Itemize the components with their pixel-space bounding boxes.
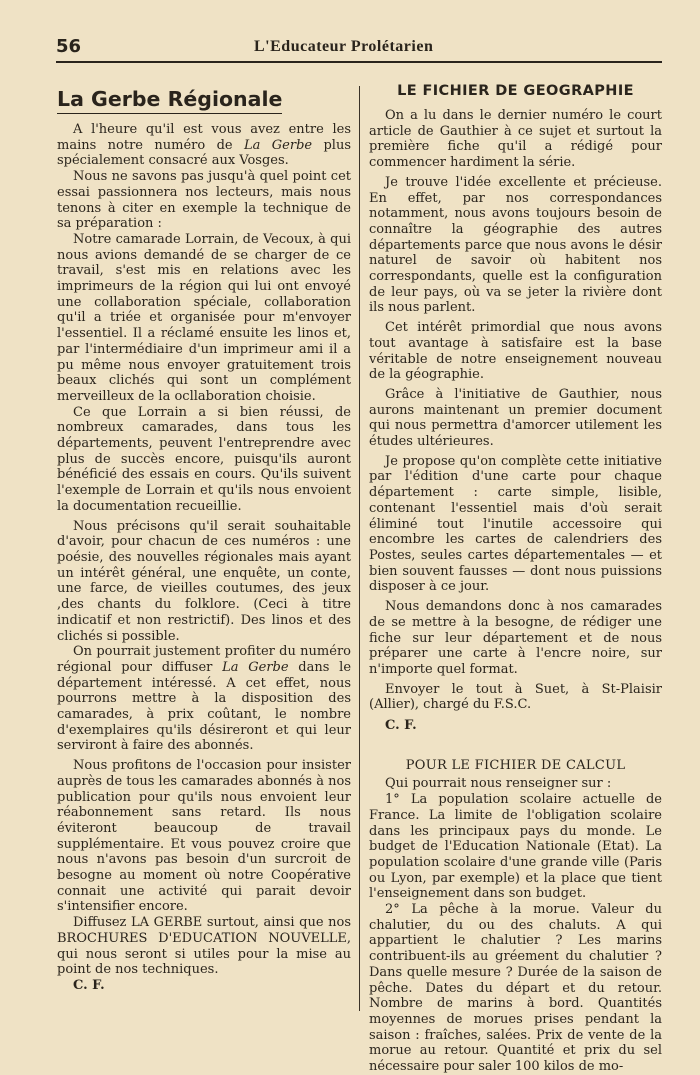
running-title: L'Educateur Prolétarien — [254, 38, 434, 55]
paragraph: Nous profitons de l'occasion pour insister auprès de tous les camarades abonnés à nos publication pour qu'ils nous envoient leur réabonnement sans retard. Ils nous éviteront beaucoup de travail supplémentaire. Et vous pouvez croire que nous n'avons pas besoin d'un surcroit de besogne au moment où notre Coopérative connait une activité qui parait devoir s'intensifier encore. — [57, 758, 351, 915]
paragraph: 2° La pêche à la morue. Valeur du chalutier, du ou des chaluts. A qui appartient le chalutier ? Les marins contribuent-ils au gréement du chalutier ? Dans quelle mesure ? Durée de la saison de pêche. Dates du départ et du retour. Nombre de marins à bord. Quantités moyennes de morues prises pendant la saison : fraîches, salées. Prix de vente de la morue au retour. Quantité et prix du sel nécessaire pour saler 100 kilos de mo- — [369, 902, 662, 1075]
paragraph: Qui pourrait nous renseigner sur : — [385, 776, 612, 792]
paragraph: Nous ne savons pas jusqu'à quel point cet essai passionnera nos lecteurs, mais nous tenons à citer en exemple la technique de sa préparation : — [57, 169, 351, 232]
column-divider — [359, 86, 360, 1011]
article-title-calcul: POUR LE FICHIER DE CALCUL — [405, 757, 626, 773]
signature: C. F. — [73, 977, 105, 993]
paragraph: Je trouve l'idée excellente et précieuse. En effet, par nos correspondances notamment, nous avons toujours besoin de connaître la géographie des autres départements parce que nous avons le désir naturel de savoir où habitent nos correspondants, quelle est la configuration de leur pays, où va se jeter la rivière dont ils nous parlent. — [369, 174, 662, 316]
page-header — [56, 36, 662, 62]
paragraph: On pourrait justement profiter du numéro régional pour diffuser La Gerbe dans le département intéressé. A cet effet, nous pourrons mettre à la disposition des camarades, à prix coûtant, le nombre d'exemplaires qu'ils désireront et qui leur serviront à faire des abonnés. — [57, 644, 352, 754]
paragraph: Je propose qu'on complète cette initiative par l'édition d'une carte pour chaque département : carte simple, lisible, contenant l'essentiel mais d'où serait éliminé tout l'inutile accessoire qui encombre les cartes de calendriers des Postes, seules cartes départementales — et bien souvent fausses — dont nous puissions disposer à ce jour. — [369, 453, 662, 595]
article-title-geographie: LE FICHIER DE GEOGRAPHIE — [397, 83, 634, 99]
left-column — [57, 86, 351, 994]
paragraph: 1° La population scolaire actuelle de France. La limite de l'obligation scolaire dans les principaux pays du monde. Le budget de l'Education Nationale (Etat). La population scolaire d'une grande ville (Paris ou Lyon, par exemple) et la place que tient l'enseignement dans son budget. — [369, 792, 662, 902]
paragraph: On a lu dans le dernier numéro le court article de Gauthier à ce sujet et surtout la première fiche qu'il a rédigé pour commencer hardiment la série. — [369, 108, 662, 171]
paragraph: Diffusez LA GERBE surtout, ainsi que nos BROCHURES D'EDUCATION NOUVELLE, qui nous seront si utiles pour la mise au point de nos techniques. — [57, 915, 351, 978]
right-column — [369, 82, 662, 1075]
paragraph: Nous précisons qu'il serait souhaitable d'avoir, pour chacun de ces numéros : une poésie, des nouvelles régionales mais ayant un intérêt général, une enquête, un conte, une farce, de vieilles coutumes, des jeux ,des chants du folklore. (Ceci à titre indicatif et non restrictif). Des linos et des clichés si possible. — [57, 518, 351, 644]
paragraph: Grâce à l'initiative de Gauthier, nous aurons maintenant un premier document qui nous permettra d'amorcer utilement les études ultérieures. — [369, 386, 662, 450]
paragraph: Cet intérêt primordial que nous avons tout avantage à satisfaire est la base véritable de notre enseignement nouveau de la géographie. — [369, 320, 662, 383]
article-title-gerbe: La Gerbe Régionale — [57, 86, 282, 114]
paragraph: A l'heure qu'il est vous avez entre les mains notre numéro de La Gerbe plus spécialement consacré aux Vosges. — [57, 122, 352, 169]
signature: C. F. — [385, 718, 417, 734]
paragraph: Ce que Lorrain a si bien réussi, de nombreux camarades, dans tous les départements, peuvent l'entreprendre avec plus de succès encore, puisqu'ils auront bénéficié des essais en cours. Qu'ils suivent l'exemple de Lorrain et qu'ils nous envoient la documentation recueillie. — [57, 404, 351, 514]
page-number: 56 — [56, 36, 82, 57]
paragraph: Nous demandons donc à nos camarades de se mettre à la besogne, de rédiger une fiche sur leur département et de nous préparer une carte à l'encre noire, sur n'importe quel format. — [369, 599, 662, 677]
header-rule — [56, 61, 662, 63]
calc-article — [369, 758, 662, 1075]
paragraph: Envoyer le tout à Suet, à St-Plaisir (Allier), chargé du F.S.C. — [369, 681, 662, 713]
paragraph: Notre camarade Lorrain, de Vecoux, à qui nous avions demandé de se charger de ce travail, s'est mis en relations avec les imprimeurs de la région qui lui ont envoyé une collaboration spéciale, collaboration qu'il a triée et organisée pour m'envoyer l'essentiel. Il a réclamé ensuite les linos et, par l'intermédiaire d'un imprimeur ami il a pu même nous envoyer gratuitement trois beaux clichés qui sont un complément merveilleux de la ocllaboration choisie. — [57, 231, 351, 404]
